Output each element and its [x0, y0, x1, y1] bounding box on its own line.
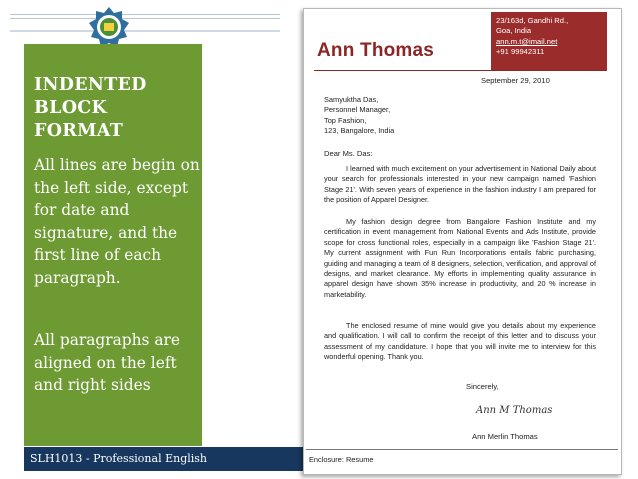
signer-name: Ann Merlin Thomas: [472, 432, 538, 441]
letter-paragraph: My fashion design degree from Bangalore Fashion Institute and my certification in event management from National Events and Ads Institute, provide scope for cross functional roles, especially in a campaign like 'Fashion Stage 21'. My current assignment with Fun Run Incorporations entails fabric purchasing, guiding and managing a team of 8 designers, selection, verification, and approval of designs, and market clearance. My efforts in implementing quality assurance in apparel design have shown 35% increase in productivity, and 20 % increase in marketability.: [324, 217, 596, 299]
salutation: Dear Ms. Das:: [324, 149, 373, 158]
slide-paragraph-alignment: All paragraphs are aligned on the left and right sides: [34, 331, 180, 394]
sample-letter: [303, 8, 622, 475]
header-rule-bottom: [10, 30, 280, 32]
handwritten-signature: Ann M Thomas: [476, 405, 553, 416]
contact-phone: +91 99942311: [496, 47, 545, 57]
letter-paragraph: I learned with much excitement on your advertisement in National Daily about your search for professionals interested in your new campaign named 'Fashion Stage 21'. With seven years of experience in the fashion industry I am prepared for the position of Apparel Designer.: [324, 164, 596, 205]
recipient-address: [324, 95, 394, 136]
slide-title: INDENTED BLOCK FORMAT: [34, 75, 147, 141]
recipient-name: Samyuktha Das,: [324, 95, 379, 104]
university-crest-icon: [88, 6, 130, 48]
letter-date: September 29, 2010: [481, 76, 550, 85]
enclosure-note: Enclosure: Resume: [309, 455, 374, 464]
footer-course-label: SLH1013 - Professional English: [30, 452, 208, 465]
contact-address-line2: Goa, India: [496, 26, 532, 36]
letterhead-divider: [314, 70, 606, 71]
header-rule-middle: [10, 18, 280, 19]
enclosure-divider: [306, 449, 618, 450]
contact-box: [491, 12, 607, 71]
recipient-company: Top Fashion,: [324, 115, 367, 125]
letter-paragraph: The enclosed resume of mine would give you details about my experience and qualification. I will call to confirm the receipt of this letter and to discuss your assessment of my candidature. I hope that you will invite me to interview for this wonderful opening. Thank you.: [324, 321, 596, 362]
contact-email-link[interactable]: ann.m.t@imail.net: [496, 36, 558, 46]
recipient-city: 123, Bangalore, India: [324, 125, 395, 135]
contact-address-line1: 23/163d, Gandhi Rd.,: [496, 16, 569, 25]
sender-name: Ann Thomas: [317, 40, 435, 61]
closing: Sincerely,: [466, 382, 499, 391]
header-rule-top: [10, 14, 280, 15]
slide-paragraph-lines: All lines are begin on the left side, except for date and signature, and the first line of each paragraph.: [34, 156, 200, 287]
recipient-title: Personnel Manager,: [324, 105, 391, 115]
